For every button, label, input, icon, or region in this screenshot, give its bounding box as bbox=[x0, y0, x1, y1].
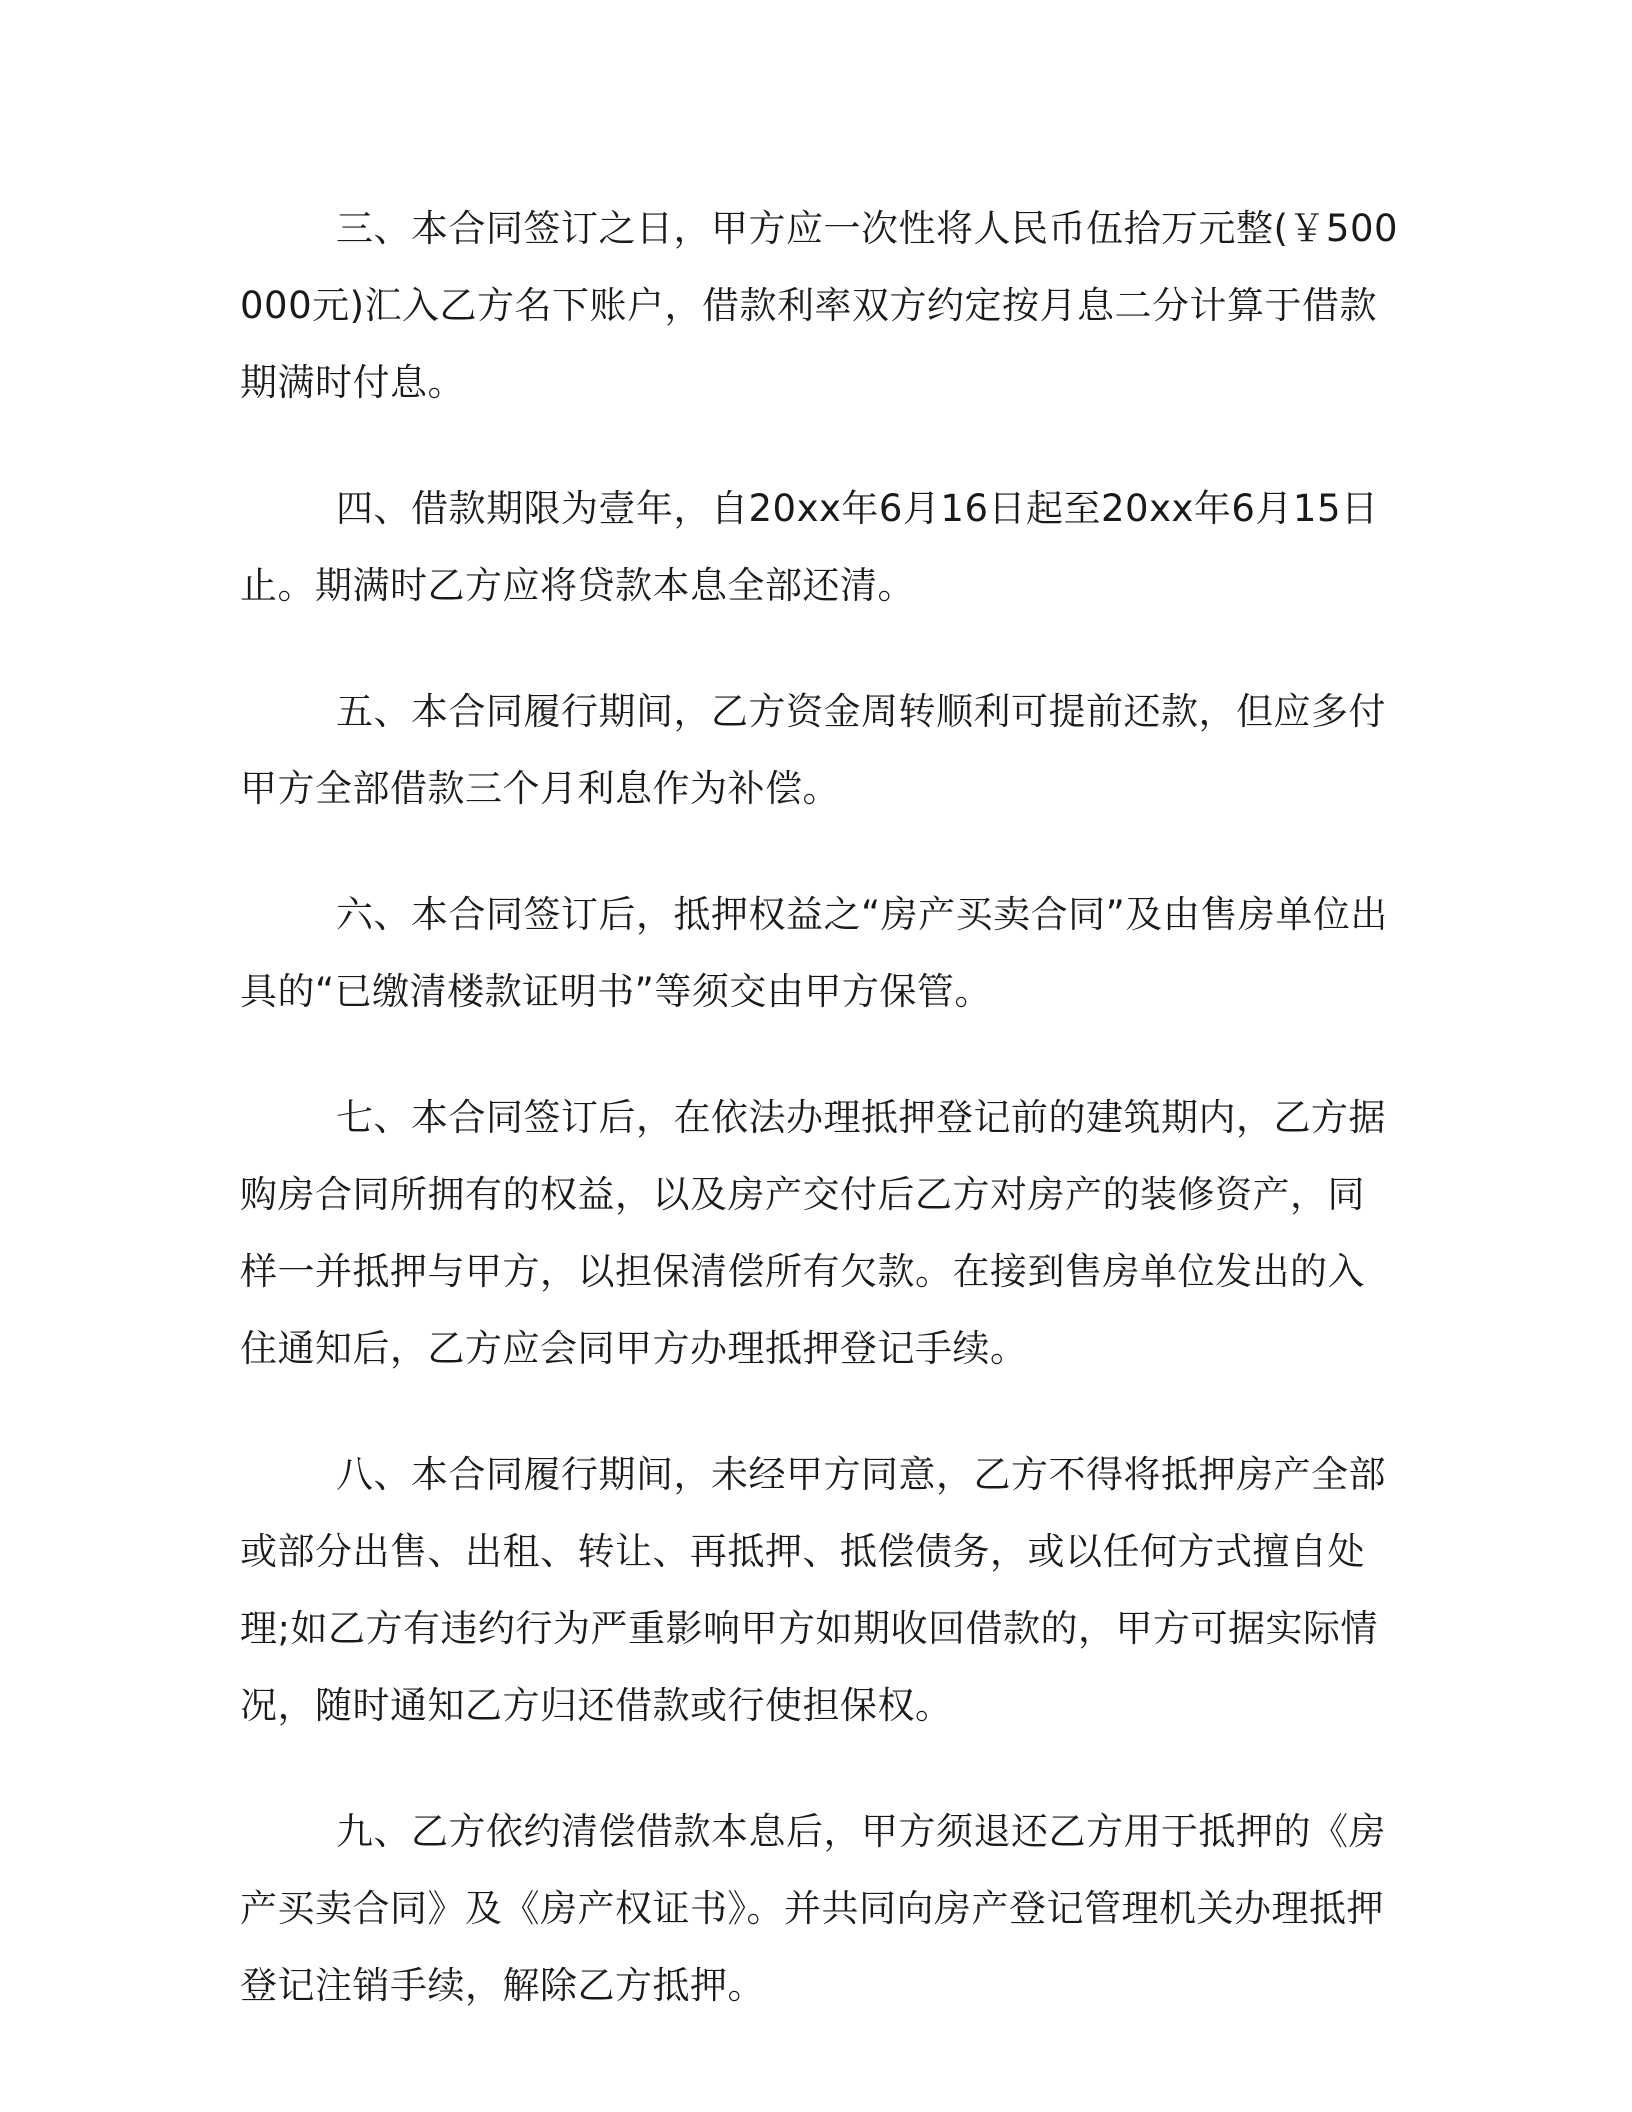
clause-5: 五、本合同履行期间，乙方资金周转顺利可提前还款，但应多付甲方全部借款三个月利息作为补偿。 bbox=[240, 690, 1386, 810]
clause-4: 四、借款期限为壹年，自20xx年6月16日起至20xx年6月15日止。期满时乙方应将贷款本息全部还清。 bbox=[240, 487, 1379, 607]
clause-9: 九、乙方依约清偿借款本息后，甲方须退还乙方用于抵押的《房产买卖合同》及《房产权证书》。并共同向房产登记管理机关办理抵押登记注销手续，解除乙方抵押。 bbox=[240, 1810, 1386, 2007]
clause-6: 六、本合同签订后，抵押权益之“房产买卖合同”及由售房单位出具的“已缴清楼款证明书”等须交由甲方保管。 bbox=[240, 893, 1388, 1013]
contract-body bbox=[240, 190, 1400, 2073]
clause-7: 七、本合同签订后，在依法办理抵押登记前的建筑期内，乙方据购房合同所拥有的权益，以及房产交付后乙方对房产的装修资产，同样一并抵押与甲方，以担保清偿所有欠款。在接到售房单位发出的入住通知后，乙方应会同甲方办理抵押登记手续。 bbox=[240, 1096, 1386, 1370]
clause-3: 三、本合同签订之日，甲方应一次性将人民币伍拾万元整(￥500000元)汇入乙方名下账户，借款利率双方约定按月息二分计算于借款期满时付息。 bbox=[240, 207, 1399, 404]
clause-8: 八、本合同履行期间，未经甲方同意，乙方不得将抵押房产全部或部分出售、出租、转让、再抵押、抵偿债务，或以任何方式擅自处理;如乙方有违约行为严重影响甲方如期收回借款的，甲方可据实际情况，随时通知乙方归还借款或行使担保权。 bbox=[240, 1453, 1386, 1727]
